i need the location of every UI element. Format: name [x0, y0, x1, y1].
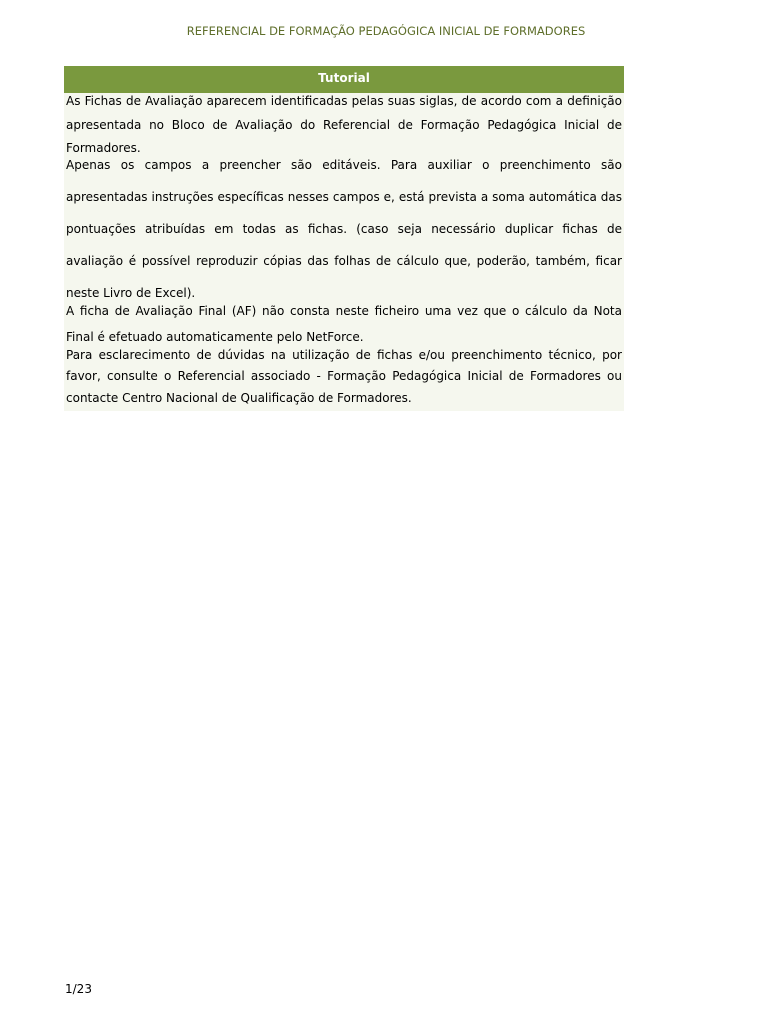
page-number: 1/23 [65, 982, 92, 996]
tutorial-paragraph-3: A ficha de Avaliação Final (AF) não consta neste ficheiro uma vez que o cálculo da Nota Final é efetuado automaticamente pelo NetForce. [66, 303, 622, 344]
tutorial-table [64, 66, 624, 411]
document-header-title: REFERENCIAL DE FORMAÇÃO PEDAGÓGICA INICIAL DE FORMADORES [186, 24, 586, 38]
tutorial-paragraph-4: Para esclarecimento de dúvidas na utilização de fichas e/ou preenchimento técnico, por favor, consulte o Referencial associado - Formação Pedagógica Inicial de Formadores ou contacte Centro Nacional de Qualificação de Formadores. [66, 347, 622, 405]
tutorial-heading: Tutorial [64, 66, 624, 93]
tutorial-paragraph-2: Apenas os campos a preencher são editáveis. Para auxiliar o preenchimento são apresentadas instruções específicas nesses campos e, está prevista a soma automática das pontuações atribuídas em todas as fichas. (caso seja necessário duplicar fichas de avaliação é possível reproduzir cópias das folhas de cálculo que, poderão, também, ficar neste Livro de Excel). [66, 157, 622, 300]
tutorial-paragraph-1: As Fichas de Avaliação aparecem identificadas pelas suas siglas, de acordo com a definição apresentada no Bloco de Avaliação do Referencial de Formação Pedagógica Inicial de Formadores. [66, 94, 622, 155]
